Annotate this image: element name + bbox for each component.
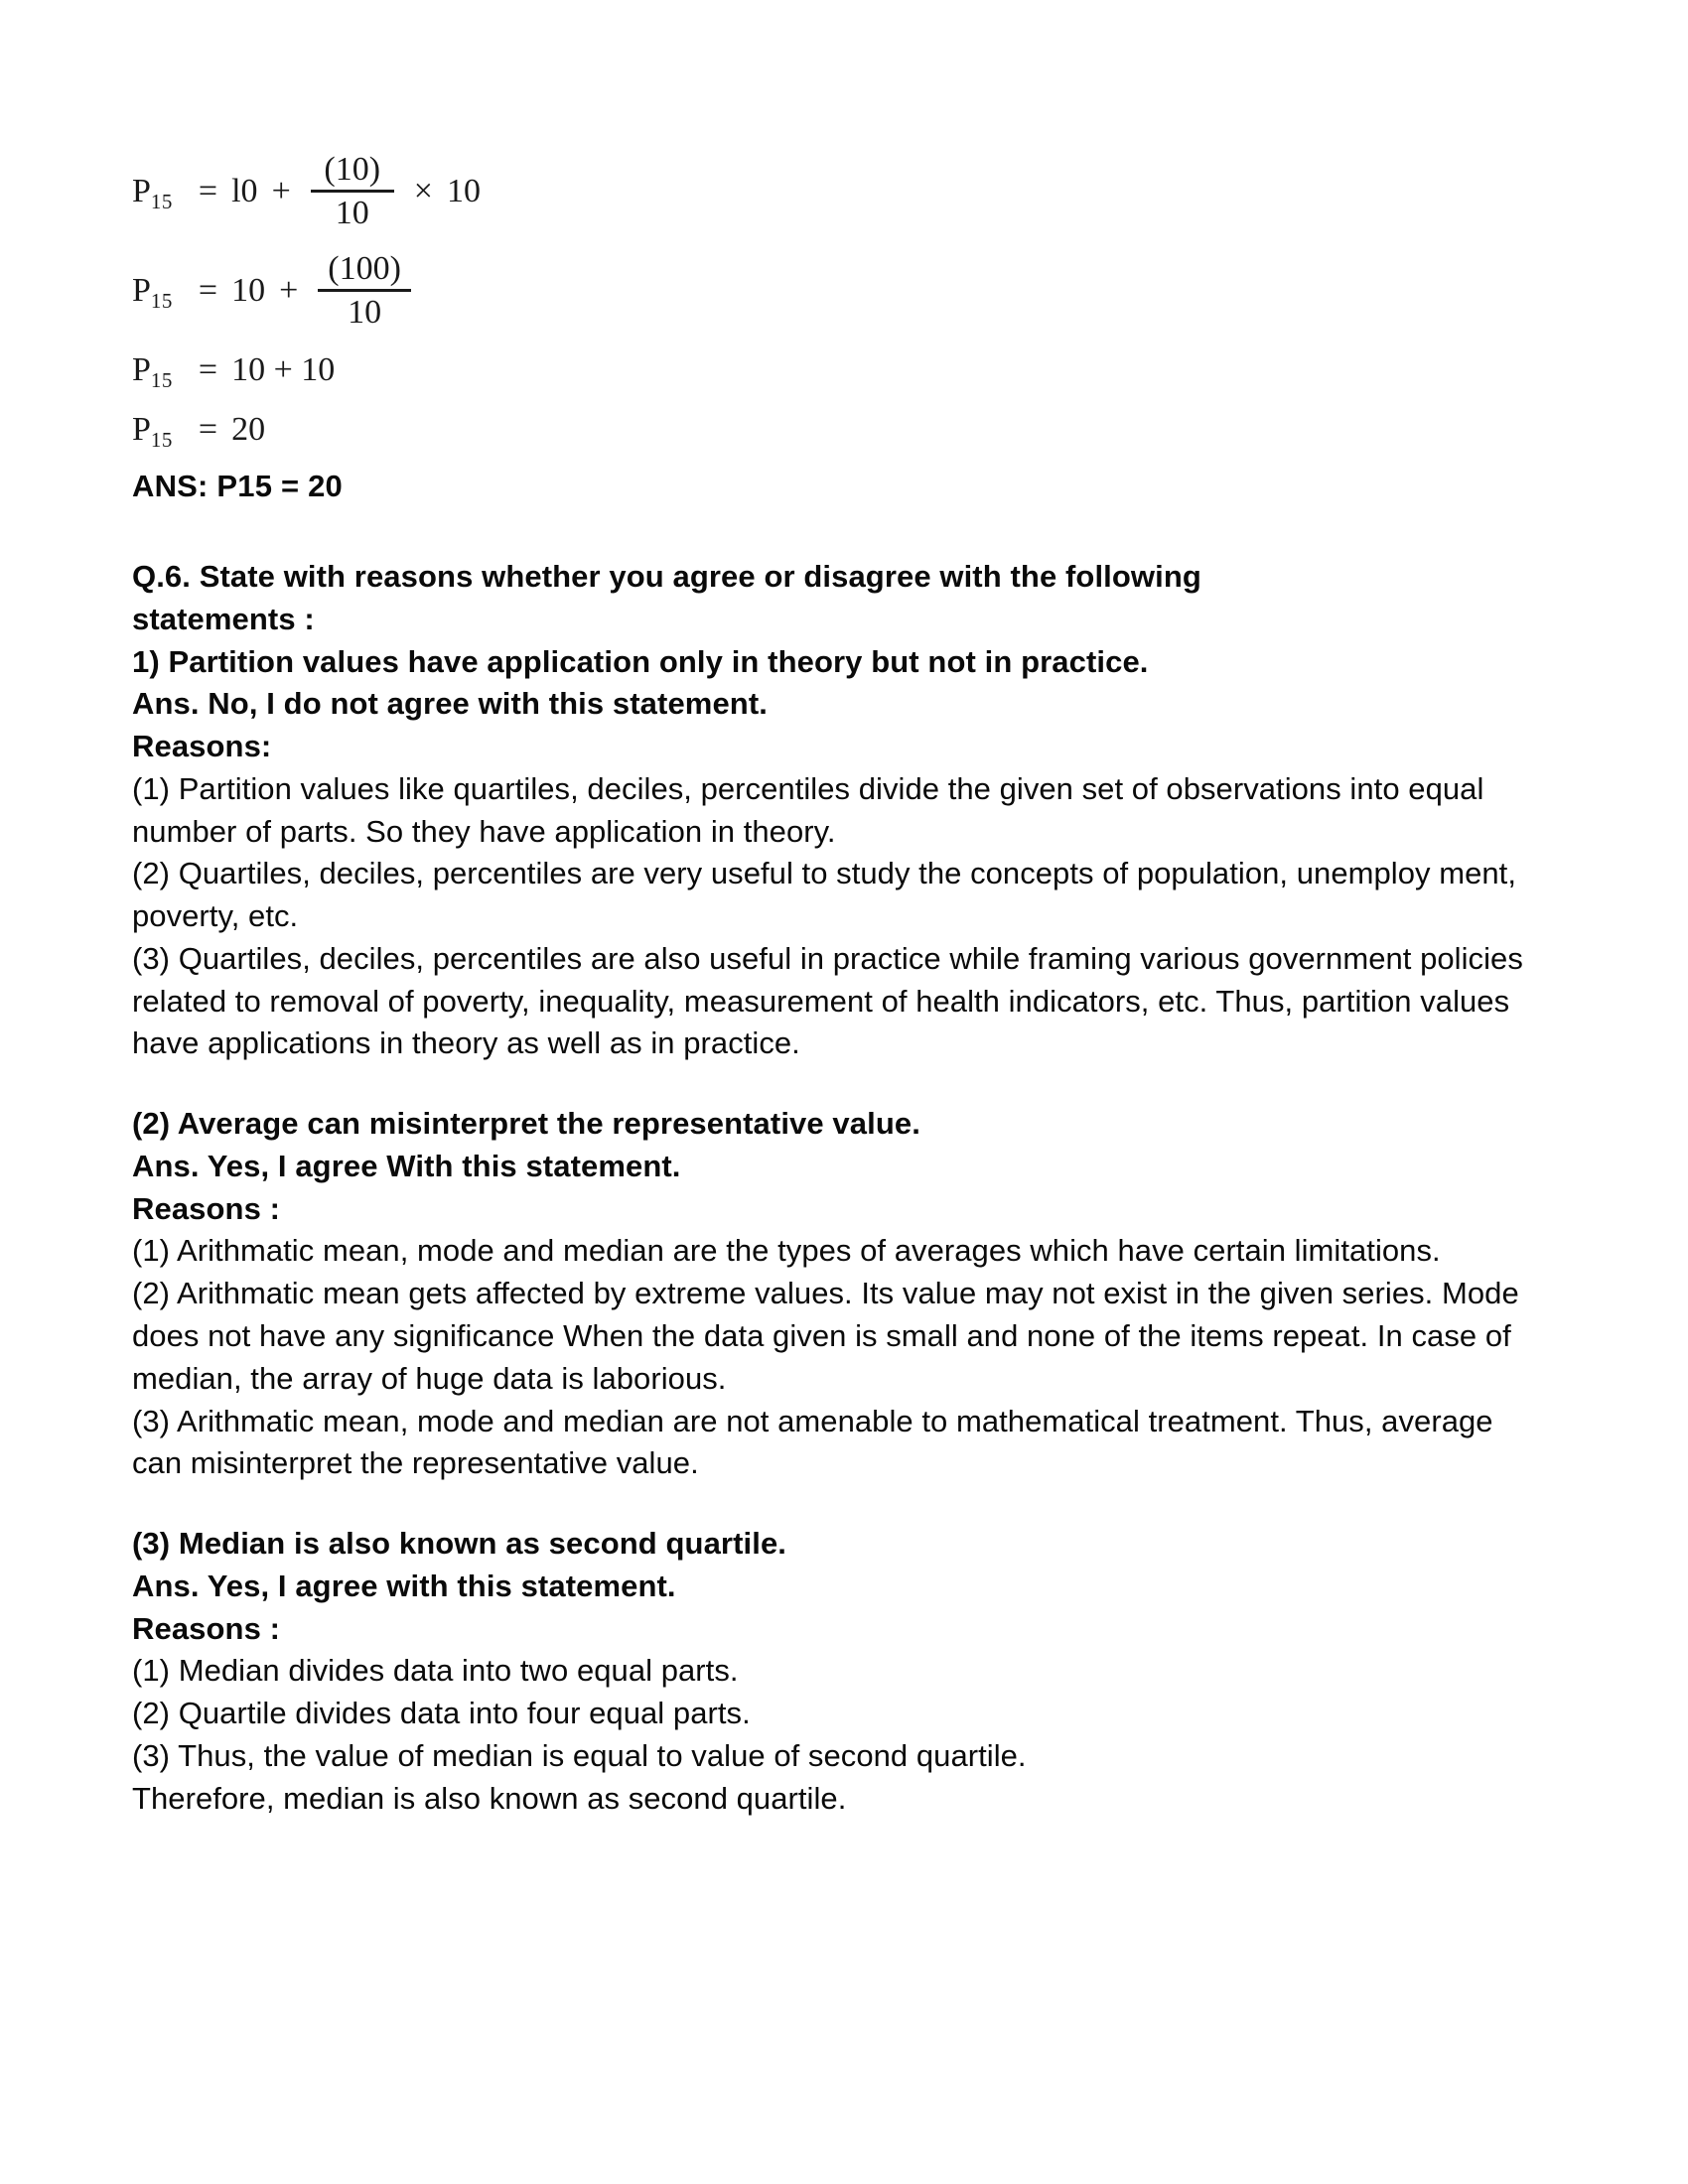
statement-2-reason-3: (3) Arithmatic mean, mode and median are not amenable to mathematical treatment. Thus, average can misinterpret the representative value. <box>132 1403 1493 1481</box>
equation-3 <box>132 347 1542 393</box>
equation-2-equals: = <box>198 272 218 309</box>
equation-2-first-term: 10 <box>231 272 266 309</box>
equation-1-numerator: (10) <box>324 151 381 189</box>
statement-3-reason-3: (3) Thus, the value of median is equal to value of second quartile. <box>132 1737 1027 1773</box>
spacer <box>132 1065 1542 1103</box>
equation-1-equals: = <box>198 173 218 209</box>
statement-1-text: 1) Partition values have application only in theory but not in practice. <box>132 643 1149 679</box>
equation-4-expression: 20 <box>231 411 266 448</box>
equation-3-equals: = <box>198 351 218 388</box>
statement-1-reason-2: (2) Quartiles, deciles, percentiles are very useful to study the concepts of population, unemploy ment, poverty, etc. <box>132 856 1516 934</box>
question-heading-line-1: Q.6. State with reasons whether you agree or disagree with the following <box>132 559 1201 594</box>
statement-2-reason-2: (2) Arithmatic mean gets affected by extreme values. Its value may not exist in the given series. Mode does not have any significance When the data given is small and none of the items repeat. In case of median, the array of huge data is laborious. <box>132 1276 1519 1396</box>
equation-1-multiplier: 10 <box>446 173 481 209</box>
equation-4-symbol: P <box>132 411 151 448</box>
statement-3-reasons-label: Reasons : <box>132 1610 281 1646</box>
document-content <box>132 149 1542 1820</box>
equation-1-subscript: 15 <box>150 190 173 213</box>
equation-1-plus: + <box>271 173 291 209</box>
statement-1-answer: Ans. No, I do not agree with this statement. <box>132 686 768 722</box>
equation-2-plus: + <box>279 272 299 309</box>
final-answer-line: ANS: P15 = 20 <box>132 469 343 503</box>
equation-4-lhs <box>132 411 173 452</box>
statement-3-text: (3) Median is also known as second quartile. <box>132 1526 787 1562</box>
statement-1-reason-3: (3) Quartiles, deciles, percentiles are also useful in practice while framing various government policies related to removal of poverty, inequality, measurement of health indicators, etc. Thus, partition values have applications in theory as well as in practice. <box>132 940 1523 1061</box>
statement-2-reason-1: (1) Arithmatic mean, mode and median are the types of averages which have certain limitations. <box>132 1233 1441 1269</box>
equation-4 <box>132 407 1542 453</box>
equation-2-fraction <box>318 251 411 330</box>
equation-2-denominator: 10 <box>348 294 382 331</box>
statement-3-reason-1: (1) Median divides data into two equal parts. <box>132 1653 739 1689</box>
question-heading <box>132 556 1423 641</box>
math-derivation-block <box>132 149 1542 453</box>
equation-3-subscript: 15 <box>150 368 173 392</box>
statement-part-1 <box>132 641 1542 1066</box>
spacer <box>132 508 1542 556</box>
equation-2-subscript: 15 <box>150 289 173 313</box>
equation-1-times: × <box>413 173 433 209</box>
equation-2 <box>132 248 1542 334</box>
equation-1-lhs <box>132 173 173 213</box>
statement-2-reasons-label: Reasons : <box>132 1190 281 1226</box>
statement-part-3 <box>132 1523 1542 1820</box>
statement-3-conclusion: Therefore, median is also known as second quartile. <box>132 1780 847 1816</box>
equation-4-equals: = <box>198 411 218 448</box>
statement-1-reasons-label: Reasons: <box>132 729 272 764</box>
equation-2-symbol: P <box>132 272 151 309</box>
statement-3-reason-2: (2) Quartile divides data into four equal parts. <box>132 1696 751 1731</box>
statement-part-2 <box>132 1103 1542 1485</box>
equation-3-symbol: P <box>132 351 151 388</box>
statement-1-reason-1: (1) Partition values like quartiles, deciles, percentiles divide the given set of observations into equal number of parts. So they have application in theory. <box>132 770 1484 849</box>
equation-3-expression: 10 + 10 <box>231 351 336 388</box>
equation-3-lhs <box>132 351 173 392</box>
statement-2-answer: Ans. Yes, I agree With this statement. <box>132 1148 681 1183</box>
question-heading-line-2: statements : <box>132 601 315 636</box>
equation-1-first-term: l0 <box>231 173 258 209</box>
equation-2-numerator: (100) <box>328 250 401 288</box>
equation-1-fraction <box>311 152 394 230</box>
statement-3-answer: Ans. Yes, I agree with this statement. <box>132 1568 676 1603</box>
spacer <box>132 1485 1542 1523</box>
equation-1 <box>132 149 1542 234</box>
equation-1-symbol: P <box>132 173 151 209</box>
statement-2-text: (2) Average can misinterpret the representative value. <box>132 1106 920 1142</box>
equation-1-denominator: 10 <box>335 195 369 231</box>
equation-4-subscript: 15 <box>150 428 173 452</box>
equation-2-lhs <box>132 272 173 313</box>
